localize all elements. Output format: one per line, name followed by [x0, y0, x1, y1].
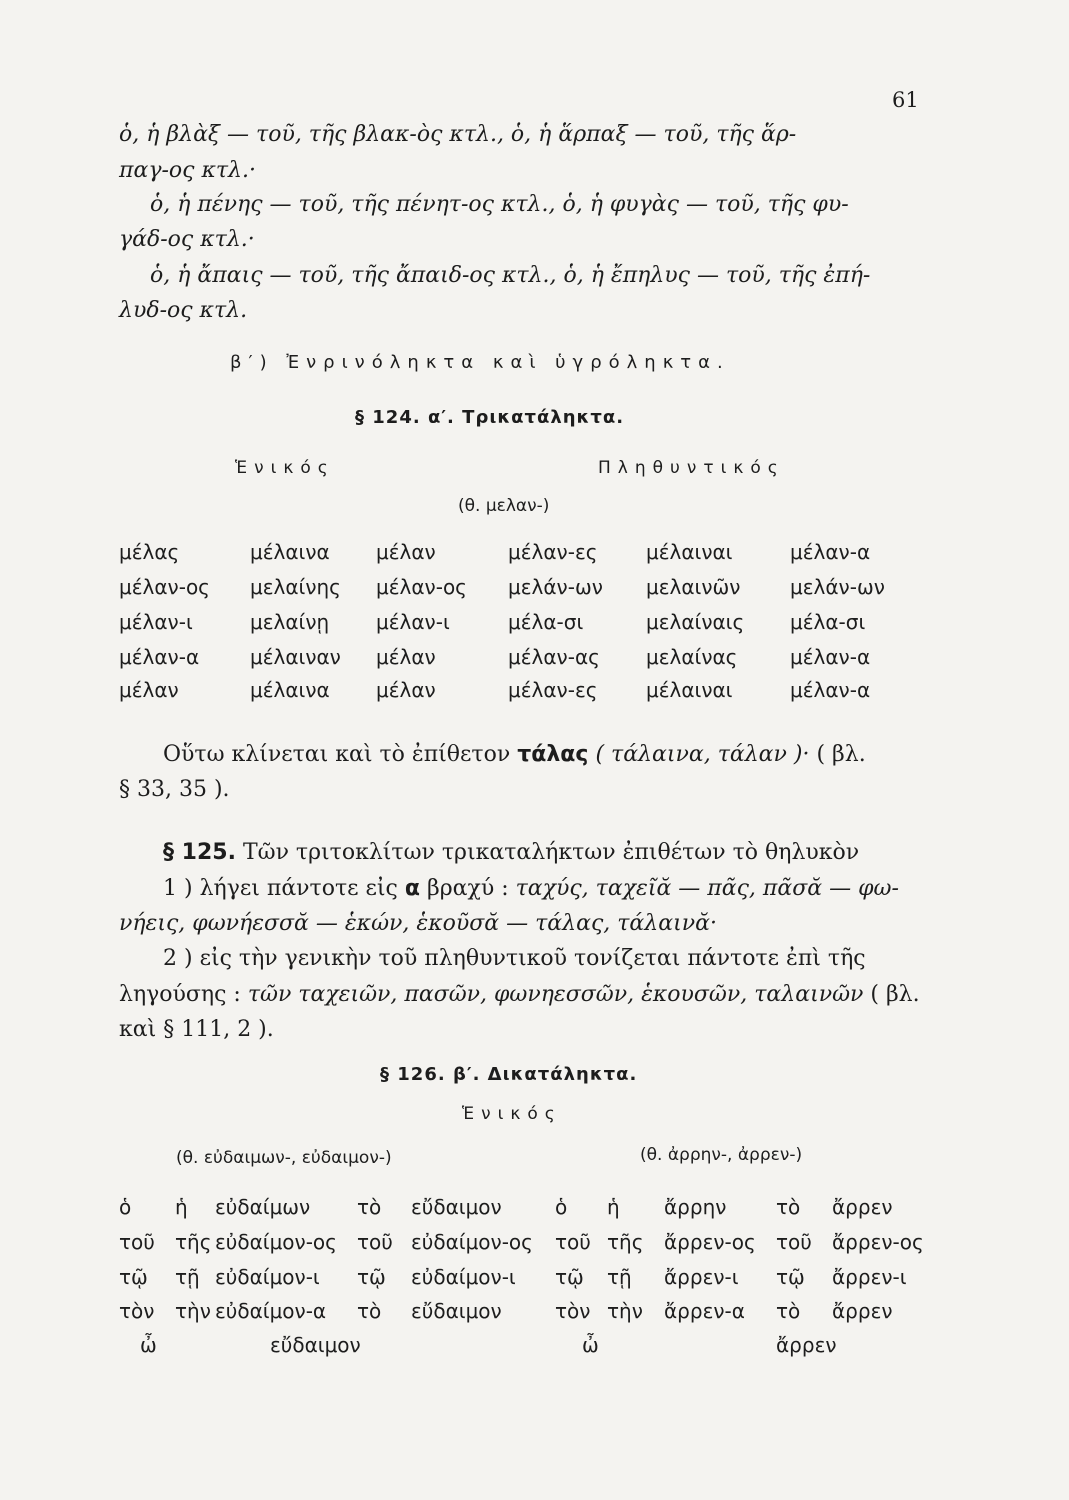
- table-cell: μέλαν-ος: [376, 575, 467, 599]
- table-cell: τῷ: [555, 1265, 584, 1289]
- note-word: τάλας: [517, 742, 589, 767]
- intro-line: γάδ-ος κτλ.·: [119, 227, 255, 252]
- table-cell: τὸ: [357, 1195, 382, 1219]
- table-cell: μελάν-ων: [790, 575, 885, 599]
- plural-label: Πληθυντικός: [598, 458, 785, 478]
- table-cell: μέλαν-ος: [119, 575, 210, 599]
- table-cell: μέλα-σι: [790, 610, 866, 634]
- vocative-cell: ἄρρεν: [776, 1333, 837, 1357]
- table-cell: μέλαν-α: [790, 678, 871, 702]
- table-cell: μέλαιναι: [646, 540, 733, 564]
- note-line-1: [163, 742, 866, 767]
- intro-line: λυδ-ος κτλ.: [119, 298, 248, 323]
- stem-left: (θ. εὐδαιμων-, εὐδαιμον-): [176, 1148, 392, 1168]
- subheading: β′) Ἐνρινόληκτα καὶ ὑγρόληκτα.: [230, 352, 730, 373]
- table-cell: μελαίνῃ: [250, 610, 330, 634]
- table-cell: τὸν: [119, 1299, 155, 1323]
- table-cell: ὁ: [555, 1195, 568, 1219]
- table-cell: τῷ: [119, 1265, 148, 1289]
- note-line-2: § 33, 35 ).: [119, 777, 230, 802]
- table-cell: μέλαν: [376, 540, 436, 564]
- table-cell: μελαίναις: [646, 610, 745, 634]
- stem-right: (θ. ἀρρην-, ἀρρεν-): [640, 1145, 803, 1165]
- table-cell: μέλαιναν: [250, 645, 341, 669]
- table-cell: μελάν-ων: [508, 575, 603, 599]
- table-cell: ἄρρεν-ι: [832, 1265, 907, 1289]
- table-cell: ἄρρεν-ος: [832, 1230, 924, 1254]
- section-125-line-5: [119, 982, 920, 1007]
- table-cell: εὔδαιμον: [411, 1299, 502, 1323]
- table-cell: ἄρρεν-ι: [664, 1265, 739, 1289]
- table-cell: ἄρρεν: [832, 1195, 893, 1219]
- table-cell: μελαίνας: [646, 645, 738, 669]
- section-125-text: Τῶν τριτοκλίτων τρικαταλήκτων ἐπιθέτων τὸ θηλυκὸν: [242, 840, 860, 865]
- table-cell: εὐδαίμον-ι: [411, 1265, 516, 1289]
- page-number: 61: [892, 88, 919, 112]
- section-125-line-3: νήεις, φωνήεσσᾰ — ἑκών, ἑκοῦσᾰ — τάλας, τάλαινᾰ·: [119, 911, 717, 936]
- alpha-letter: α: [404, 876, 420, 901]
- table-cell: τῷ: [357, 1265, 386, 1289]
- table-cell: τὸν: [555, 1299, 591, 1323]
- table-cell: μέλαν-ες: [508, 678, 598, 702]
- table-cell: τοῦ: [555, 1230, 591, 1254]
- table-cell: τοῦ: [776, 1230, 812, 1254]
- table-cell: μέλαν: [376, 645, 436, 669]
- table-cell: ἡ: [607, 1195, 620, 1219]
- table-cell: τῆς: [175, 1230, 212, 1254]
- table-cell: εὐδαίμον-ι: [215, 1265, 320, 1289]
- table-cell: τὴν: [175, 1299, 211, 1323]
- section-125-line-2: [163, 876, 899, 901]
- table-cell: τῆς: [607, 1230, 644, 1254]
- table-cell: μέλαν-ας: [508, 645, 600, 669]
- vocative-cell: ὦ: [582, 1333, 599, 1357]
- section-125-number: § 125.: [163, 840, 236, 865]
- table-cell: ἄρρεν: [832, 1299, 893, 1323]
- table-cell: ἄρρεν-α: [664, 1299, 745, 1323]
- table-cell: τὸ: [776, 1299, 801, 1323]
- table-cell: μελαινῶν: [646, 575, 741, 599]
- line-italic: τῶν ταχειῶν, πασῶν, φωνηεσσῶν, ἑκουσῶν, ταλαινῶν: [247, 982, 864, 1007]
- table-cell: τὸ: [776, 1195, 801, 1219]
- table-cell: μέλαν-ι: [376, 610, 450, 634]
- table-cell: τοῦ: [357, 1230, 393, 1254]
- table-cell: εὐδαίμον-ος: [411, 1230, 533, 1254]
- table-cell: εὐδαίμον-α: [215, 1299, 327, 1323]
- vocative-cell: ὦ: [140, 1333, 157, 1357]
- table-cell: μέλαν-ι: [119, 610, 193, 634]
- vocative-cell: εὔδαιμον: [270, 1333, 361, 1357]
- table-cell: τῷ: [776, 1265, 805, 1289]
- singular-label-126: Ἑνικός: [462, 1104, 562, 1124]
- table-cell: τὸ: [357, 1299, 382, 1323]
- table-cell: μέλαν-α: [119, 645, 200, 669]
- intro-line: ὁ, ἡ βλὰξ — τοῦ, τῆς βλακ-ὸς κτλ., ὁ, ἡ ἅρπαξ — τοῦ, τῆς ἅρ-: [119, 122, 797, 147]
- table-cell: μέλαν: [376, 678, 436, 702]
- table-cell: εὔδαιμον: [411, 1195, 502, 1219]
- table-cell: μέλαν-α: [790, 540, 871, 564]
- section-126-title: § 126. β′. Δικατάληκτα.: [380, 1064, 638, 1085]
- line-italic: ταχύς, ταχεῖᾰ — πᾶς, πᾶσᾰ — φω-: [515, 876, 899, 901]
- line-text: ληγούσης :: [119, 982, 241, 1007]
- table-cell: ἄρρην: [664, 1195, 727, 1219]
- intro-line: ὁ, ἡ ἄπαις — τοῦ, τῆς ἄπαιδ-ος κτλ., ὁ, ἡ ἔπηλυς — τοῦ, τῆς ἐπή-: [150, 263, 871, 288]
- note-italic: ( τάλαινα, τάλαν )·: [595, 742, 810, 767]
- line-text: 1 ) λήγει πάντοτε εἰς: [163, 876, 398, 901]
- intro-line: ὁ, ἡ πένης — τοῦ, τῆς πένητ-ος κτλ., ὁ, ἡ φυγὰς — τοῦ, τῆς φυ-: [150, 192, 849, 217]
- table-cell: μέλα-σι: [508, 610, 584, 634]
- table-cell: ἄρρεν-ος: [664, 1230, 756, 1254]
- note-suffix: ( βλ.: [816, 742, 866, 767]
- stem-note: (θ. μελαν-): [458, 496, 550, 516]
- table-cell: μέλαν-ες: [508, 540, 598, 564]
- table-cell: μέλαν: [119, 678, 179, 702]
- table-cell: ὁ: [119, 1195, 132, 1219]
- table-cell: εὐδαίμον-ος: [215, 1230, 337, 1254]
- table-cell: εὐδαίμων: [215, 1195, 311, 1219]
- table-cell: μέλαν-α: [790, 645, 871, 669]
- note-prefix: Οὕτω κλίνεται καὶ τὸ ἐπίθετον: [163, 742, 511, 767]
- table-cell: τοῦ: [119, 1230, 155, 1254]
- table-cell: τῇ: [175, 1265, 200, 1289]
- table-cell: ἡ: [175, 1195, 188, 1219]
- section-124-title: § 124. α′. Τρικατάληκτα.: [355, 407, 625, 428]
- singular-label: Ἑνικός: [235, 458, 335, 478]
- section-125-line-4: 2 ) εἰς τὴν γενικὴν τοῦ πληθυντικοῦ τονίζεται πάντοτε ἐπὶ τῆς: [163, 946, 866, 971]
- table-cell: μελαίνης: [250, 575, 341, 599]
- line-text: ( βλ.: [870, 982, 920, 1007]
- intro-line: παγ-ος κτλ.·: [119, 158, 256, 183]
- line-text: βραχύ :: [427, 876, 509, 901]
- table-cell: μέλαινα: [250, 678, 330, 702]
- table-cell: τῇ: [607, 1265, 632, 1289]
- table-cell: τὴν: [607, 1299, 643, 1323]
- section-125-line-1: [163, 840, 859, 865]
- table-cell: μέλαινα: [250, 540, 330, 564]
- table-cell: μέλας: [119, 540, 180, 564]
- section-125-line-6: καὶ § 111, 2 ).: [119, 1017, 274, 1042]
- table-cell: μέλαιναι: [646, 678, 733, 702]
